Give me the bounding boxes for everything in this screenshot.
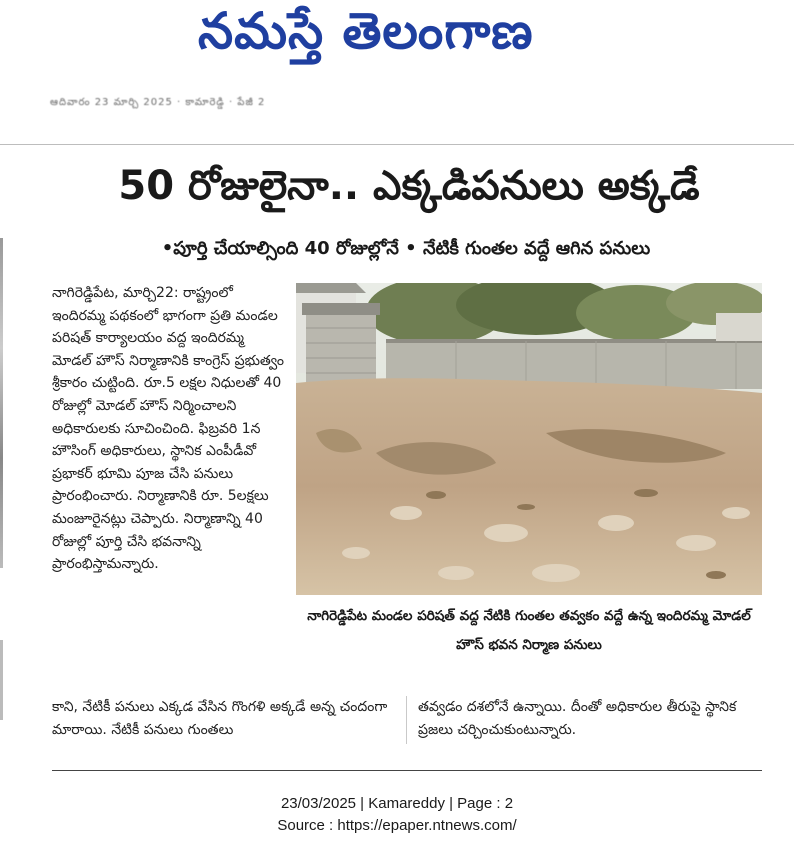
page-footer [0,793,794,837]
article-body-column [52,282,288,576]
footer-publication-info: 23/03/2025 | Kamareddy | Page : 2 [280,795,514,812]
photo-caption: నాగిరెడ్డిపేట మండల పరిషత్ వద్ద నేటికి గుంతల తవ్వకం వద్దే ఉన్న ఇందిరమ్మ మోడల్ హౌస్ భవన నిర్మాణ పనులు [307,608,751,653]
article-body-continued-left: కాని, నేటికీ పనులు ఎక్కడ వేసిన గొంగళి అక్కడే అన్న చందంగా మారాయి. నేటికీ పనులు గుంతలు [52,699,388,738]
article-paragraph: నాగిరెడ్డిపేట, మార్చి22: రాష్ట్రంలో ఇందిరమ్మ పథకంలో భాగంగా ప్రతి మండల పరిషత్ కార్యాలయం వద్ద ఇందిరమ్మ మోడల్ హౌస్ నిర్మాణానికి కాంగ్రెస్ ప్రభుత్వం శ్రీకారం చుట్టింది. రూ.5 లక్షల నిధులతో 40 రోజుల్లో మోడల్ హౌస్ నిర్మించాలని అధికారులకు సూచించింది. ఫిబ్రవరి 1న హౌసింగ్ అధికారులు, స్థానిక ఎంపీడీవో ప్రభాకర్ భూమి పూజ చేసి పనులు ప్రారంభించారు. నిర్మాణానికి రూ. 5లక్షలు మంజూరైనట్లు చెప్పారు. నిర్మాణాన్ని 40 రోజుల్లో పూర్తి చేసి భవనాన్ని ప్రారంభిస్తామన్నారు. [52,285,284,573]
construction-site-photo [296,283,762,595]
article-body-continued-right: తవ్వడం దశలోనే ఉన్నాయి. దీంతో అధికారుల తీరుపై స్థానిక ప్రజలు చర్చించుకుంటున్నారు. [418,699,737,738]
dateline: ఆదివారం 23 మార్చి 2025 · కామారెడ్డి · పేజీ 2 [50,97,266,108]
footer-source-link[interactable]: Source : https://epaper.ntnews.com/ [277,817,517,834]
neighbor-clipping-edge-lower [0,640,3,720]
photo-illustration [296,283,762,595]
masthead [0,0,794,142]
article-headline: 50 రోజులైనా.. ఎక్కడిపనులు అక్కడే [118,163,700,209]
neighbor-clipping-edge [0,238,3,568]
column-divider [406,696,407,744]
article-end-rule [52,770,762,771]
article-subhead: •పూర్తి చేయాల్సింది 40 రోజుల్లోనే • నేటికీ గుంతల వద్దే ఆగిన పనులు [161,238,651,259]
newspaper-logo: నమస్తే తెలంగాణ [198,2,534,60]
masthead-divider [0,144,794,145]
